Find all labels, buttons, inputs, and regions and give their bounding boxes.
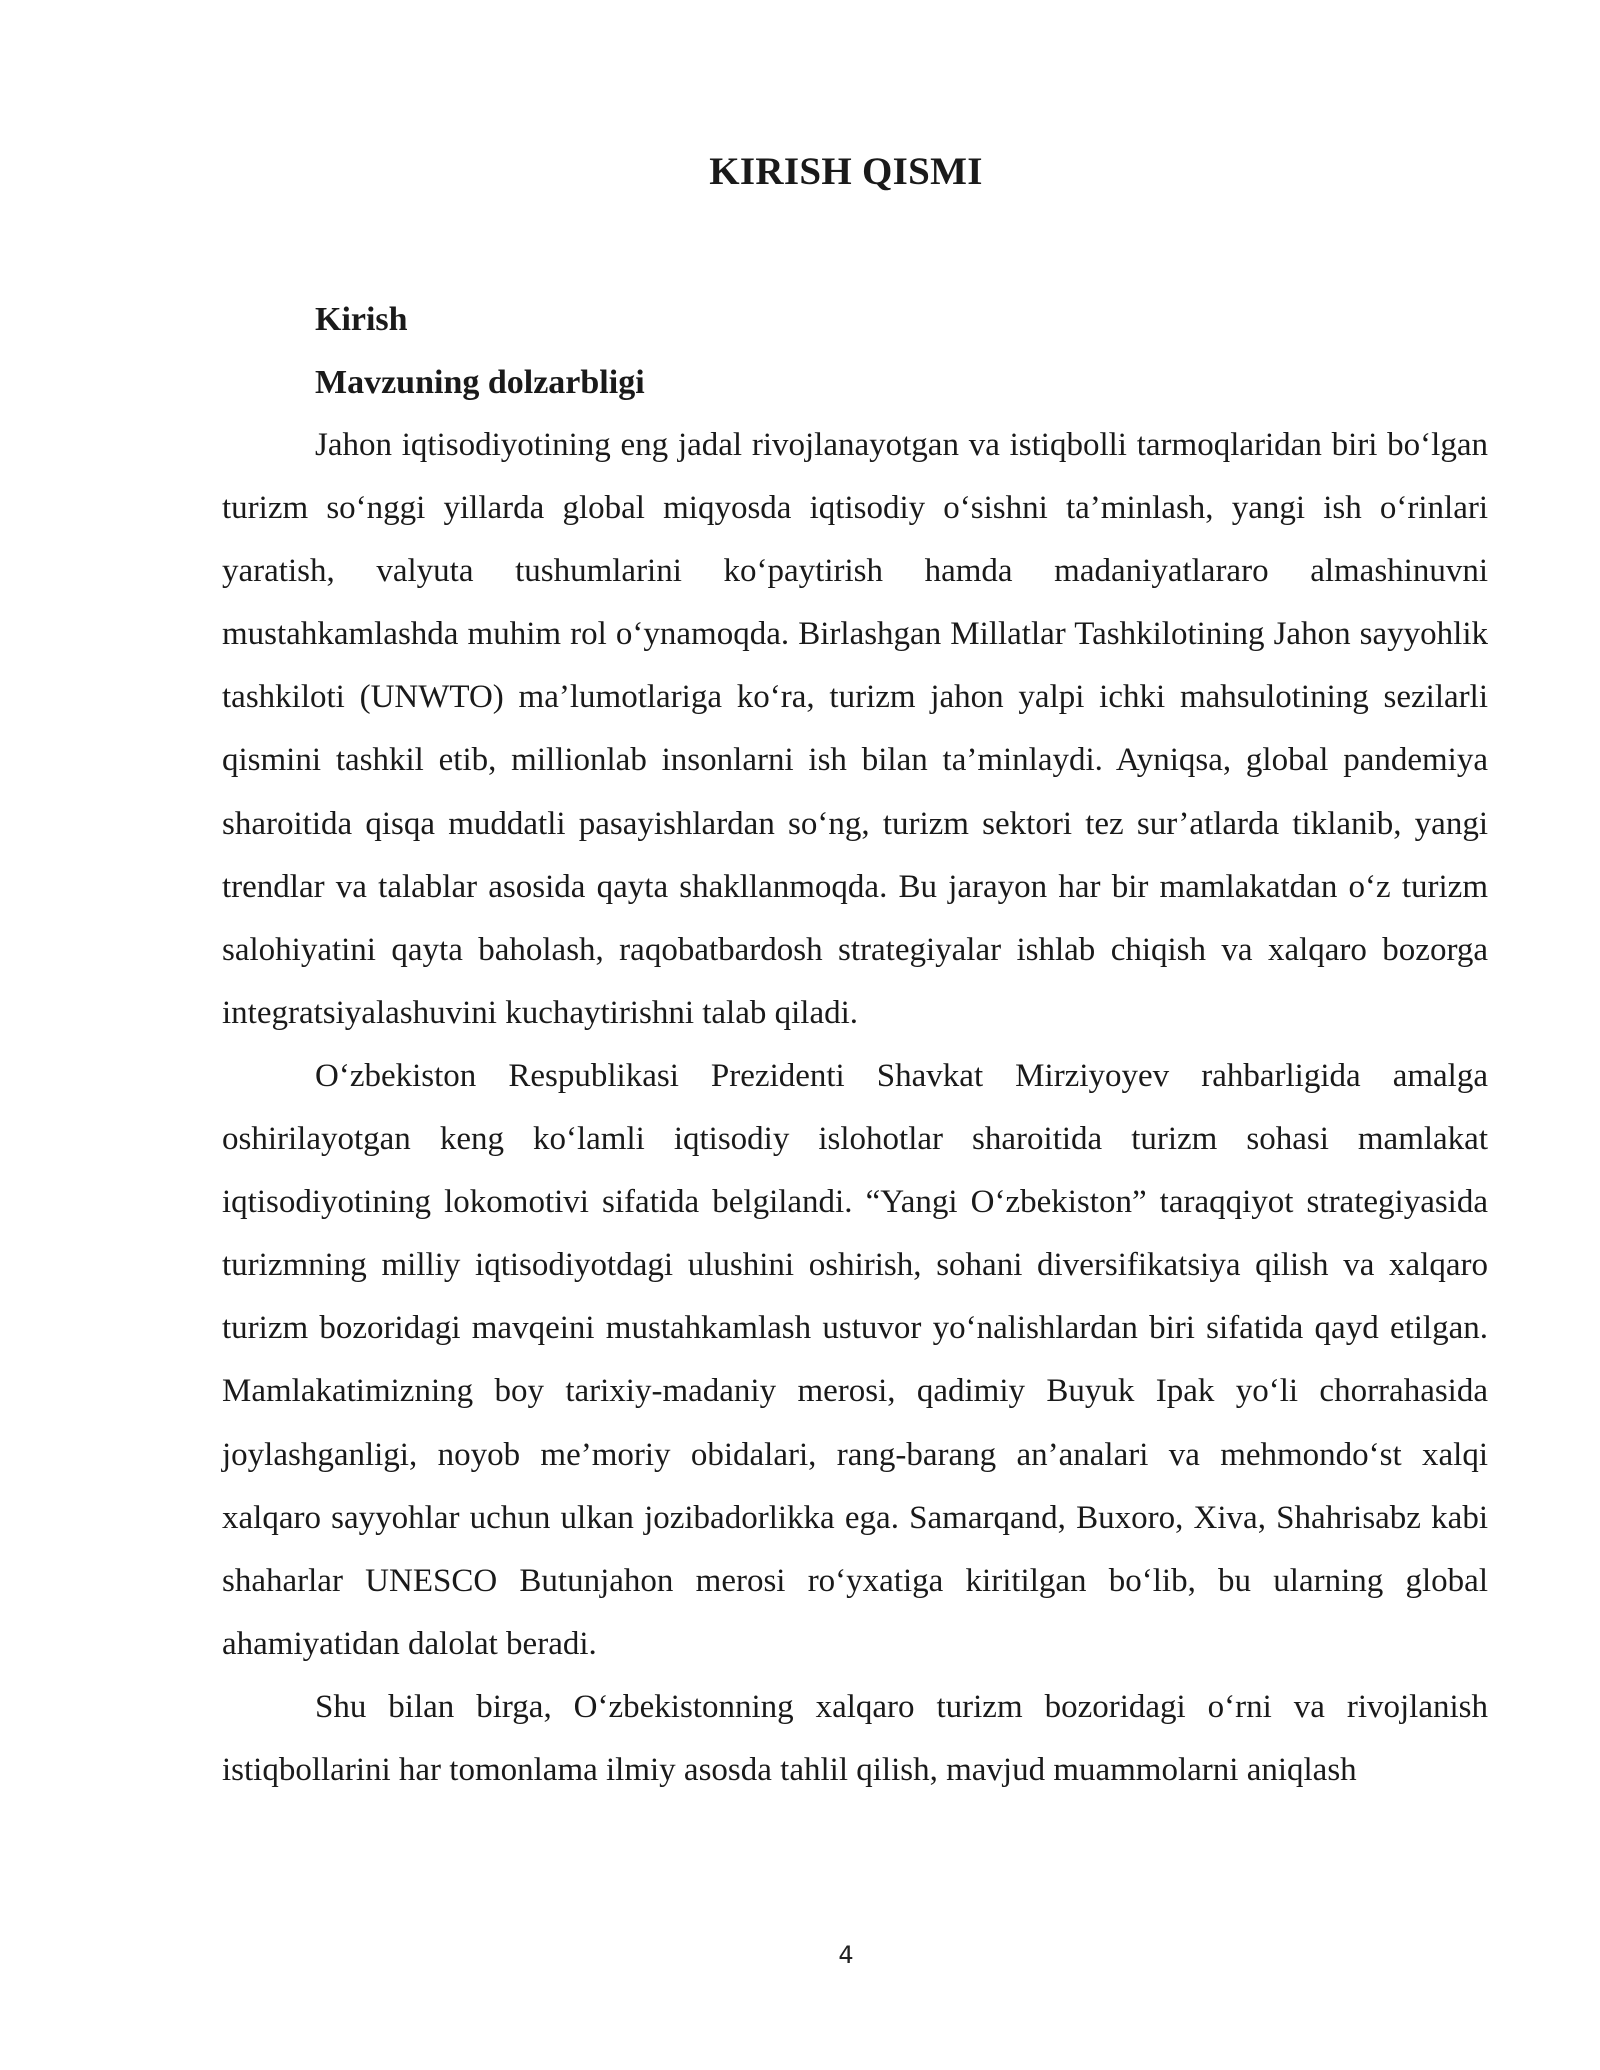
chapter-title: KIRISH QISMI bbox=[709, 150, 983, 193]
paragraph: Jahon iqtisodiyotining eng jadal rivojlanayotgan va istiqbolli tarmoqlaridan biri bo‘lgan turizm so‘nggi yillarda global miqyosda iqtisodiy o‘sishni ta’minlash, yangi ish o‘rinlari yaratish, valyuta tushumlarini ko‘paytirish hamda madaniyatlararo almashinuvni mustahkamlashda muhim rol o‘ynamoqda. Birlashgan Millatlar Tashkilotining Jahon sayyohlik tashkiloti (UNWTO) ma’lumotlariga ko‘ra, turizm jahon yalpi ichki mahsulotining sezilarli qismini tashkil etib, millionlab insonlarni ish bilan ta’minlaydi. Ayniqsa, global pandemiya sharoitida qisqa muddatli pasayishlardan so‘ng, turizm sektori tez sur’atlarda tiklanib, yangi trendlar va talablar asosida qayta shakllanmoqda. Bu jarayon har bir mamlakatdan o‘z turizm salohiyatini qayta baholash, raqobatbardosh strategiyalar ishlab chiqish va xalqaro bozorga integratsiyalashuvini kuchaytirishni talab qiladi. bbox=[222, 427, 1488, 1031]
page-content bbox=[222, 288, 1488, 1802]
subsection-heading: Mavzuning dolzarbligi bbox=[315, 364, 645, 401]
section-heading: Kirish bbox=[315, 301, 408, 338]
paragraph: O‘zbekiston Respublikasi Prezidenti Shavkat Mirziyoyev rahbarligida amalga oshirilayotgan keng ko‘lamli iqtisodiy islohotlar sharoitida turizm sohasi mamlakat iqtisodiyotining lokomotivi sifatida belgilandi. “Yangi O‘zbekiston” taraqqiyot strategiyasida turizmning milliy iqtisodiyotdagi ulushini oshirish, sohani diversifikatsiya qilish va xalqaro turizm bozoridagi mavqeini mustahkamlash ustuvor yo‘nalishlardan biri sifatida qayd etilgan. Mamlakatimizning boy tarixiy-madaniy merosi, qadimiy Buyuk Ipak yo‘li chorrahasida joylashganligi, noyob me’moriy obidalari, rang-barang an’analari va mehmondo‘st xalqi xalqaro sayyohlar uchun ulkan jozibadorlikka ega. Samarqand, Buxoro, Xiva, Shahrisabz kabi shaharlar UNESCO Butunjahon merosi ro‘yxatiga kiritilgan bo‘lib, bu ularning global ahamiyatidan dalolat beradi. bbox=[222, 1057, 1488, 1662]
page-number: 4 bbox=[838, 1941, 854, 1969]
paragraph: Shu bilan birga, O‘zbekistonning xalqaro turizm bozoridagi o‘rni va rivojlanish istiqbollarini har tomonlama ilmiy asosda tahlil qilish, mavjud muammolarni aniqlash bbox=[222, 1688, 1488, 1788]
